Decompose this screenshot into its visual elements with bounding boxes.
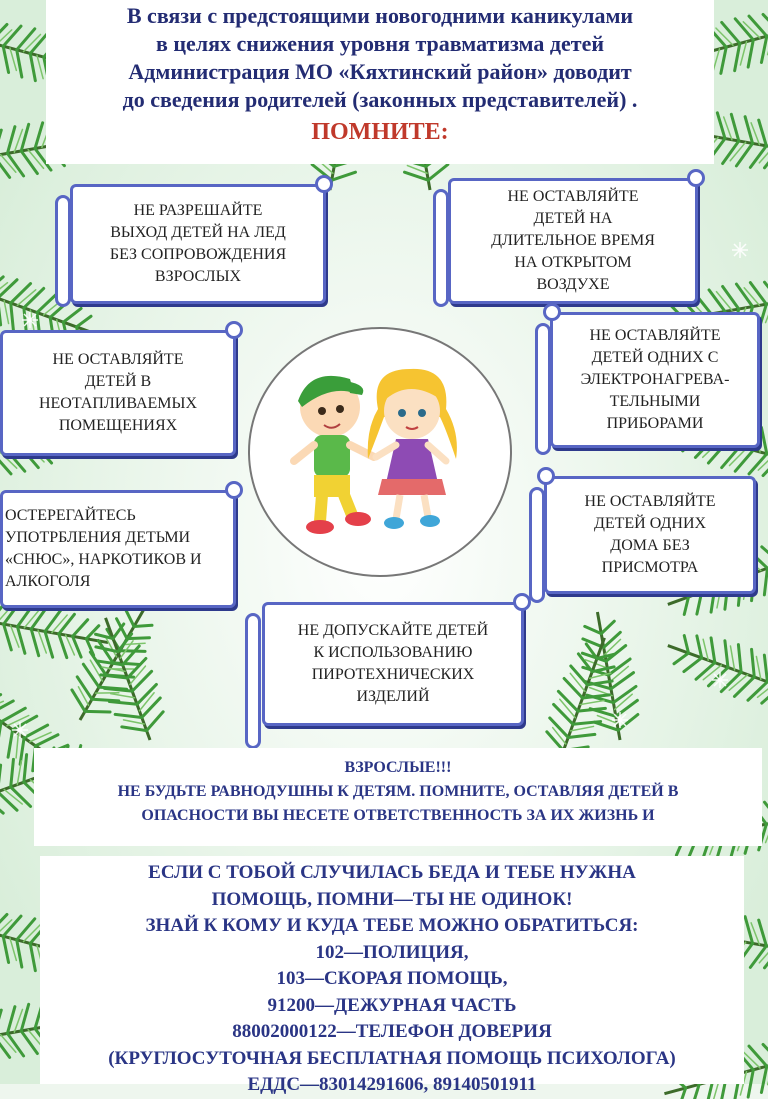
scroll-curl [225, 321, 243, 339]
scroll-substances-warning [0, 490, 236, 608]
scroll-text: ОСТЕРЕГАЙТЕСЬ УПОТРБЛЕНИЯ ДЕТЬМИ «СНЮС», НАРКОТИКОВ И АЛКОГОЛЯ [5, 507, 202, 590]
help-line-police: 102—ПОЛИЦИЯ, [315, 941, 469, 963]
header-line: В связи с предстоящими новогодними каникулами [126, 3, 634, 28]
header-notice [46, 0, 714, 164]
scroll-text: НЕ ОСТАВЛЯЙТЕ ДЕТЕЙ НА ДЛИТЕЛЬНОЕ ВРЕМЯ НА ОТКРЫТОМ ВОЗДУХЕ [491, 188, 655, 293]
scroll-rod [55, 195, 71, 307]
scroll-curl [537, 467, 555, 485]
scroll-curl [513, 593, 531, 611]
help-line-duty: 91200—ДЕЖУРНАЯ ЧАСТЬ [267, 994, 517, 1016]
help-line-edds: ЕДДС—83014291606, 89140501911 [247, 1074, 537, 1095]
remember-heading: ПОМНИТЕ: [311, 119, 449, 145]
scroll-curl [315, 175, 333, 193]
scroll-rod [433, 189, 449, 307]
scroll-rod [529, 487, 545, 603]
header-line: до сведения родителей (законных представителей) . [122, 87, 638, 112]
scroll-text: НЕ РАЗРЕШАЙТЕ ВЫХОД ДЕТЕЙ НА ЛЕД БЕЗ СОПРОВОЖДЕНИЯ ВЗРОСЛЫХ [109, 202, 287, 285]
scroll-curl [225, 481, 243, 499]
adults-title: ВЗРОСЛЫЕ!!! [344, 759, 452, 776]
girl-figure [368, 369, 457, 529]
scroll-heaters-warning [550, 312, 760, 448]
scroll-text: НЕ ОСТАВЛЯЙТЕ ДЕТЕЙ ОДНИХ ДОМА БЕЗ ПРИСМОТРА [584, 493, 716, 576]
adults-warning [34, 748, 762, 846]
help-line: ЗНАЙ К КОМУ И КУДА ТЕБЕ МОЖНО ОБРАТИТЬСЯ: [145, 915, 639, 936]
help-line: ЕСЛИ С ТОБОЙ СЛУЧИЛАСЬ БЕДА И ТЕБЕ НУЖНА [148, 862, 636, 883]
scroll-text: НЕ ОСТАВЛЯЙТЕ ДЕТЕЙ ОДНИХ С ЭЛЕКТРОНАГРЕВА- ТЕЛЬНЫМИ ПРИБОРАМИ [580, 327, 730, 432]
scroll-unheated-warning [0, 330, 236, 456]
scroll-rod [535, 323, 551, 455]
header-line: в целях снижения уровня травматизма детей [155, 31, 605, 56]
scroll-curl [543, 303, 561, 321]
boy-figure [294, 376, 374, 534]
scroll-ice-warning [70, 184, 326, 304]
header-line: Администрация МО «Кяхтинский район» доводит [128, 59, 632, 84]
kids-drawing [250, 329, 510, 575]
help-line-hotline: 88002000122—ТЕЛЕФОН ДОВЕРИЯ [232, 1021, 552, 1042]
help-line-psychologist: (КРУГЛОСУТОЧНАЯ БЕСПЛАТНАЯ ПОМОЩЬ ПСИХОЛОГА) [108, 1047, 676, 1069]
help-contacts [40, 856, 744, 1095]
help-line-ambulance: 103—СКОРАЯ ПОМОЩЬ, [276, 968, 508, 989]
scroll-pyrotechnics-warning [262, 602, 524, 726]
scroll-outdoor-warning [448, 178, 698, 304]
scroll-home-alone-warning [544, 476, 756, 594]
scroll-rod [245, 613, 261, 749]
scroll-text: НЕ ОСТАВЛЯЙТЕ ДЕТЕЙ В НЕОТАПЛИВАЕМЫХ ПОМЕЩЕНИЯХ [38, 351, 198, 434]
scroll-text: НЕ ДОПУСКАЙТЕ ДЕТЕЙ К ИСПОЛЬЗОВАНИЮ ПИРОТЕХНИЧЕСКИХ ИЗДЕЛИЙ [297, 622, 489, 705]
kids-illustration [248, 327, 512, 577]
adults-line: ОПАСНОСТИ ВЫ НЕСЕТЕ ОТВЕТСТВЕННОСТЬ ЗА ИХ ЖИЗНЬ И [141, 807, 655, 824]
scroll-curl [687, 169, 705, 187]
help-line: ПОМОЩЬ, ПОМНИ—ТЫ НЕ ОДИНОК! [211, 888, 573, 910]
adults-line: НЕ БУДЬТЕ РАВНОДУШНЫ К ДЕТЯМ. ПОМНИТЕ, ОСТАВЛЯЯ ДЕТЕЙ В [117, 783, 679, 800]
